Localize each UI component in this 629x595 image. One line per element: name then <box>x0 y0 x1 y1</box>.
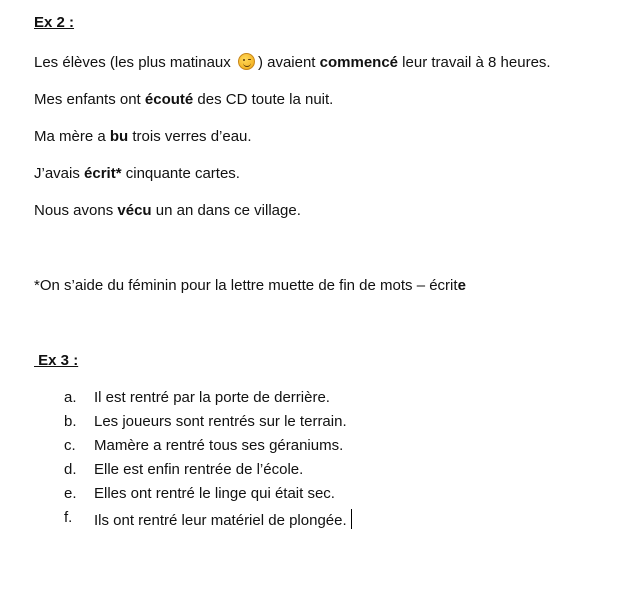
footnote-bold-letter: e <box>457 277 466 294</box>
sentence-text: Mes enfants ont <box>34 91 145 108</box>
sentence-text: trois verres d’eau. <box>128 128 252 145</box>
list-text: Elle est enfin rentrée de l’école. <box>94 461 304 478</box>
list-text: Elles ont rentré le linge qui était sec. <box>94 485 335 502</box>
sentence-text: Nous avons <box>34 202 118 219</box>
sentence-text: cinquante cartes. <box>121 165 240 182</box>
list-marker: d. <box>64 461 77 478</box>
ex2-sentence-3 <box>34 128 252 146</box>
list-marker: a. <box>64 389 77 406</box>
ex2-sentence-4 <box>34 165 240 183</box>
sentence-text: des CD toute la nuit. <box>193 91 334 108</box>
sentence-text: un an dans ce village. <box>151 202 301 219</box>
list-text-content: Ils ont rentré leur matériel de plongée. <box>94 512 347 529</box>
participle-bold: écrit* <box>84 165 122 182</box>
list-text: Les joueurs sont rentrés sur le terrain. <box>94 413 347 430</box>
text-cursor[interactable] <box>351 509 352 529</box>
ex2-footnote <box>34 277 466 295</box>
sentence-text: J’avais <box>34 165 85 182</box>
list-text <box>94 509 352 530</box>
winking-face-icon <box>238 53 255 70</box>
list-marker: c. <box>64 437 76 454</box>
list-text: Il est rentré par la porte de derrière. <box>94 389 330 406</box>
sentence-text: leur travail à 8 heures. <box>398 54 551 71</box>
participle-bold: commencé <box>319 54 399 71</box>
ex2-sentence-1 <box>34 53 551 72</box>
ex3-heading: Ex 3 : <box>34 352 79 369</box>
sentence-text: Ma mère a <box>34 128 110 145</box>
participle-bold: vécu <box>117 202 152 219</box>
ex2-heading: Ex 2 : <box>34 14 75 31</box>
participle-bold: bu <box>109 128 129 145</box>
participle-bold: écouté <box>144 91 194 108</box>
list-marker: e. <box>64 485 77 502</box>
sentence-text: Les élèves (les plus matinaux <box>34 54 235 71</box>
sentence-text: ) avaient <box>257 54 320 71</box>
ex2-sentence-2 <box>34 91 333 109</box>
ex2-sentence-5 <box>34 202 301 220</box>
footnote-text: *On s’aide du féminin pour la lettre muette de fin de mots – écrit <box>34 277 458 294</box>
list-text: Mamère a rentré tous ses géraniums. <box>94 437 344 454</box>
list-marker: f. <box>64 509 73 526</box>
list-marker: b. <box>64 413 77 430</box>
